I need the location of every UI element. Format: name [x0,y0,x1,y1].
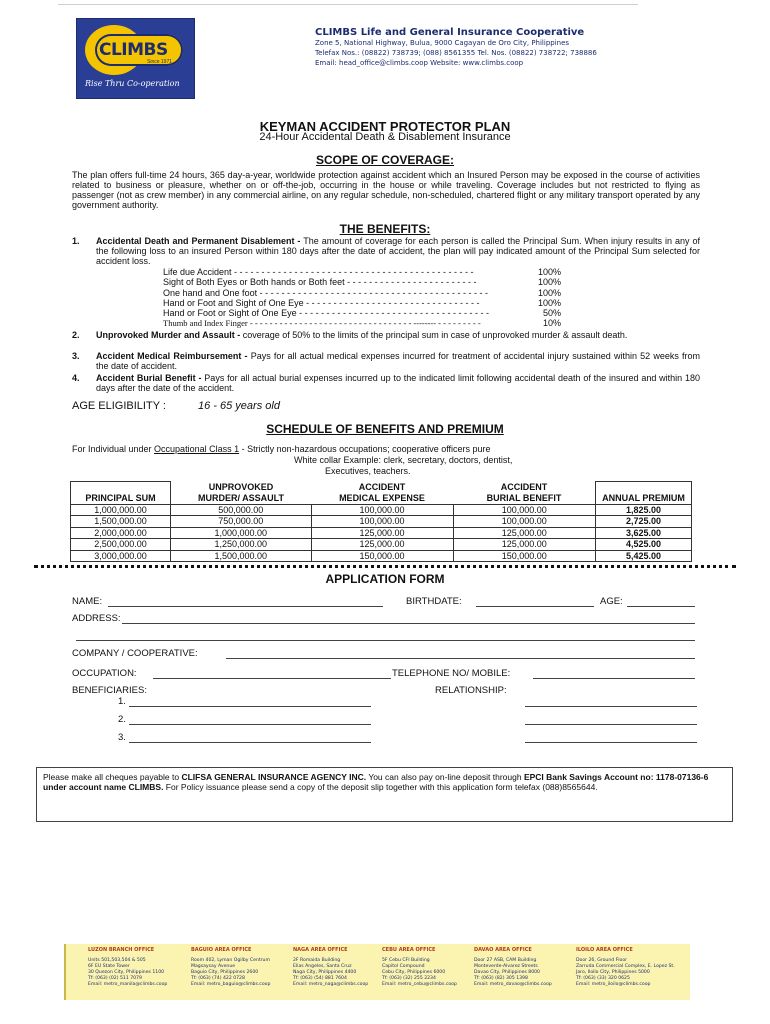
schedule-intro [72,444,513,476]
beneficiary-num-3: 3. [118,732,126,743]
table-row [71,504,692,516]
loss-label: Thumb and Index Finger - - - - - - - - - - - - - - - - - - - - - - - - - - - - - - - - - -------- - - - - - - - - - [163,318,481,329]
office-cebu [382,947,482,988]
loss-row [163,298,561,308]
notice-account: EPCI Bank Savings Account no: 1178-07136-6 under account name CLIMBS. [43,772,709,792]
col-annual-premium: ANNUAL PREMIUM [596,482,692,505]
office-title: LUZON BRANCH OFFICE [88,947,155,953]
name-field[interactable] [108,606,383,607]
office-line: Tf: (063) (82) 305 1398 [474,976,528,981]
beneficiary-num-2: 2. [118,714,126,725]
benefit-text [96,351,700,371]
age-value: 16 - 65 years old [198,400,280,412]
office-line: 5F Cebu CFI Building [382,958,430,963]
office-line: Tf: (063) (74) 422 0728 [191,976,245,981]
benefit-desc: coverage of 50% to the limits of the principal sum in case of unprovoked murder & assault death. [240,330,628,340]
office-line: Email: metro_naga@climbs.coop [293,982,369,987]
page-title: KEYMAN ACCIDENT PROTECTOR PLAN [259,119,511,134]
intro-class: Occupational Class 1 [154,444,240,454]
intro-suffix: - Strictly non-hazardous occupations; cooperative officers pure [239,444,491,454]
beneficiary-field-2[interactable] [129,724,371,725]
office-line: Tf: (063) (33) 320 0625 [576,976,630,981]
climbs-logo [76,18,195,99]
office-line: Tf: (063) (54) 881 7604 [293,976,347,981]
loss-schedule [163,267,561,329]
office-line: Cebu City, Philippines 6000 [382,970,446,975]
col-unprovoked-l1: UNPROVOKED [208,481,274,492]
cell-principal: 1,500,000.00 [71,516,171,528]
footer-offices [64,944,690,1000]
address-field[interactable] [122,623,695,624]
notice-text-1: Please make all cheques payable to [43,772,182,782]
top-rule [58,4,638,5]
telephone-field[interactable] [533,678,695,679]
office-line: Email: metro_cebu@climbs.coop [382,982,457,987]
loss-pct: 100% [537,277,561,288]
schedule-table [70,481,692,562]
cell-burial: 125,000.00 [453,527,596,539]
col-medical-l2: MEDICAL EXPENSE [339,492,425,503]
notice-payee: CLIFSA GENERAL INSURANCE AGENCY INC. [181,772,367,782]
col-principal-sum: PRINCIPAL SUM [71,482,171,505]
benefit-title: Accident Medical Reimbursement - [96,351,248,361]
loss-row [163,267,561,277]
office-line: Elias Angeles, Santa Cruz [293,964,352,969]
office-line: 2F Romaida Building [293,958,341,963]
cell-unprovoked: 750,000.00 [171,516,312,528]
office-line: Baguio City, Philippines 2600 [191,970,259,975]
loss-label: Hand or Foot or Sight of One Eye - - - - - - - - - - - - - - - - - - - - - - - - - - - - - - - - - - - [163,308,489,319]
age-field-label: AGE: [600,596,623,607]
beneficiary-field-3[interactable] [129,742,371,743]
table-row [71,539,692,551]
relationship-label: RELATIONSHIP: [435,685,507,696]
cell-medical: 100,000.00 [311,516,453,528]
office-line: Email: metro_baguio@climbs.coop [191,982,271,987]
col-burial-l2: BURIAL BENEFIT [486,492,562,503]
table-row [71,527,692,539]
office-line: Tf: (063) (02) 511 7079 [88,976,142,981]
cell-burial: 125,000.00 [453,539,596,551]
payment-notice [36,767,733,822]
cell-medical: 150,000.00 [311,550,453,562]
office-line: Email: metro_manila@climbs.coop [88,982,168,987]
loss-label: Hand or Foot and Sight of One Eye - - - - - - - - - - - - - - - - - - - - - - - - - - - - - - - - [163,297,480,308]
office-title: ILOILO AREA OFFICE [576,947,633,953]
cell-principal: 2,000,000.00 [71,527,171,539]
col-medical [311,482,453,505]
office-line: Jaro, Iloilo City, Philippines 5000 [576,970,650,975]
age-eligibility [72,400,280,412]
intro-prefix: For Individual under [72,444,155,454]
office-title: BAGUIO AREA OFFICE [191,947,252,953]
benefit-item-2 [72,330,700,352]
scope-heading: SCOPE OF COVERAGE: [315,153,455,167]
dotted-divider [34,565,736,568]
form-heading: APPLICATION FORM [325,572,445,586]
cell-unprovoked: 1,500,000.00 [171,550,312,562]
office-line: Naga City, Philippines 4400 [293,970,357,975]
beneficiary-field-1[interactable] [129,706,371,707]
benefit-item-4 [72,373,700,395]
relationship-field-2[interactable] [525,724,697,725]
office-line: Tf: (063) (32) 255 2234 [382,976,436,981]
loss-row [163,308,561,318]
benefit-num: 2. [72,330,80,340]
table-row [71,516,692,528]
loss-row [163,318,561,328]
page-subtitle: 24-Hour Accidental Death & Disablement Insurance [259,131,511,143]
benefit-title: Accident Burial Benefit - [96,373,202,383]
office-title: CEBU AREA OFFICE [382,947,436,953]
cell-unprovoked: 1,000,000.00 [171,527,312,539]
intro-line3: Executives, teachers. [325,466,411,476]
col-burial-l1: ACCIDENT [500,481,548,492]
benefit-num: 3. [72,351,80,361]
cell-medical: 100,000.00 [311,504,453,516]
loss-pct: 10% [542,318,561,329]
loss-label: One hand and One foot - - - - - - - - - - - - - - - - - - - - - - - - - - - - - - - - - - - - - - - - - - [163,287,488,298]
benefit-title: Accidental Death and Permanent Disablement - [96,236,301,246]
cell-medical: 125,000.00 [311,539,453,551]
age-label: AGE ELIGIBILITY : [72,400,166,412]
intro-line2: White collar Example: clerk, secretary, doctors, dentist, [294,455,513,465]
relationship-field-3[interactable] [525,742,697,743]
scope-text: The plan offers full-time 24 hours, 365 day-a-year, worldwide protection against accident which an Insured Person may be exposed in the course of activities related to business or pleasure, whether on or off-the-job, occurring in the house or while traveling. Coverage includes but not restricted to flying as passenger (not as crew member) in any commercial airline, on any regular schedule, non-scheduled, chartered flight or any military transport operated by any government authority. [72,170,700,210]
office-line: Davao City, Philippines 8000 [474,970,540,975]
loss-pct: 100% [537,267,561,277]
org-email: Email: head_office@climbs.coop Website: www.climbs.coop [315,59,524,67]
logo-tagline: Rise Thru Co-operation [85,79,180,88]
notice-text-3: For Policy issuance please send a copy of the deposit slip together with this application form telefax (088)8565644. [163,782,598,792]
office-line: Email: metro_iloilo@climbs.coop [576,982,651,987]
org-name: CLIMBS Life and General Insurance Cooperative [315,27,585,38]
occupation-label: OCCUPATION: [72,668,137,679]
relationship-field-1[interactable] [525,706,697,707]
office-line: Capitol Compound [382,964,425,969]
company-field[interactable] [226,658,695,659]
cell-burial: 150,000.00 [453,550,596,562]
age-field[interactable] [627,606,695,607]
cell-principal: 1,000,000.00 [71,504,171,516]
org-header [315,28,597,68]
office-luzon [88,947,188,988]
cell-premium: 4,525.00 [596,539,692,551]
loss-pct: 100% [537,287,561,298]
cell-unprovoked: 1,250,000.00 [171,539,312,551]
office-line: Monteverde-Alvarez Streets [474,964,538,969]
col-unprovoked [171,482,312,505]
col-medical-l1: ACCIDENT [358,481,406,492]
loss-row [163,288,561,298]
org-phones: Telefax Nos.: (08822) 738739; (088) 8561355 Tel. Nos. (08822) 738722; 738886 [315,49,597,57]
benefit-text [96,236,700,266]
office-line: Magsaysay Avenue [191,964,236,969]
cell-premium: 3,625.00 [596,527,692,539]
office-line: Door 27 ASB, CAM Building [474,958,537,963]
address-field-line2[interactable] [76,640,695,641]
loss-pct: 100% [537,297,561,308]
office-iloilo [576,947,686,988]
benefit-desc: The amount of coverage for each person is called the Principal Sum. When injury results in any of the following loss to an insured Person within 180 days after the date of accident, the plan will pay indicated amount of the Principal Sum selected for accident loss. [96,236,700,266]
cell-principal: 2,500,000.00 [71,539,171,551]
col-burial [453,482,596,505]
loss-label: Life due Accident - - - - - - - - - - - - - - - - - - - - - - - - - - - - - - - - - - - - - - - - - - - - [163,267,474,277]
birthdate-field[interactable] [476,606,594,607]
benefit-num: 4. [72,373,80,383]
benefit-text [96,373,700,393]
col-unprovoked-l2: MURDER/ ASSAULT [198,492,284,503]
office-title: DAVAO AREA OFFICE [474,947,532,953]
cell-premium: 1,825.00 [596,504,692,516]
benefit-num: 1. [72,236,80,246]
notice-text-2: You can also pay on-line deposit through [366,772,524,782]
benefit-text [96,330,700,340]
cell-principal: 3,000,000.00 [71,550,171,562]
table-row [71,550,692,562]
benefit-title: Unprovoked Murder and Assault - [96,330,241,340]
office-line: Email: metro_davao@climbs.coop [474,982,552,987]
cell-premium: 5,425.00 [596,550,692,562]
table-header-row [71,482,692,505]
logo-since: Since 1971 [147,59,173,65]
loss-row [163,277,561,287]
office-line: Zarruda Commercial Complex, E. Lopez St. [576,964,675,969]
office-line: 6F EU State Tower [88,964,130,969]
office-line: 30 Quezon City, Philippines 1100 [88,970,165,975]
office-baguio [191,947,291,988]
telephone-label: TELEPHONE NO/ MOBILE: [392,668,511,679]
cell-burial: 100,000.00 [453,504,596,516]
office-line: Door 26, Ground Floor [576,958,628,963]
loss-pct: 50% [542,308,561,319]
office-naga [293,947,393,988]
cell-medical: 125,000.00 [311,527,453,539]
birthdate-label: BIRTHDATE: [406,596,462,607]
office-line: Room 402, Lyman Ogilby Centrum [191,958,270,963]
beneficiaries-label: BENEFICIARIES: [72,685,147,696]
benefit-item-3 [72,351,700,373]
org-address: Zone 5, National Highway, Bulua, 9000 Cagayan de Oro City, Philippines [315,39,570,47]
name-label: NAME: [72,596,103,607]
cell-burial: 100,000.00 [453,516,596,528]
benefits-heading: THE BENEFITS: [339,222,431,236]
benefit-item-1 [72,236,700,268]
benefit-desc: Pays for all actual medical expenses incurred for treatment of accidental injury sustained within 52 weeks from the date of accident. [96,351,700,371]
schedule-heading: SCHEDULE OF BENEFITS AND PREMIUM [266,422,504,436]
office-davao [474,947,574,988]
loss-label: Sight of Both Eyes or Both hands or Both feet - - - - - - - - - - - - - - - - - - - - - - - - [163,277,477,288]
address-label: ADDRESS: [72,613,121,624]
beneficiary-num-1: 1. [118,696,126,707]
office-title: NAGA AREA OFFICE [293,947,348,953]
logo-text: CLIMBS [99,40,168,60]
office-line: Units 501,503,504 & 505 [88,958,146,963]
cell-premium: 2,725.00 [596,516,692,528]
company-label: COMPANY / COOPERATIVE: [72,648,198,659]
occupation-field[interactable] [153,678,391,679]
benefit-desc: Pays for all actual burial expenses incurred up to the indicated limit following accidental death of the insured and within 180 days after the date of the accident. [96,373,701,393]
cell-unprovoked: 500,000.00 [171,504,312,516]
